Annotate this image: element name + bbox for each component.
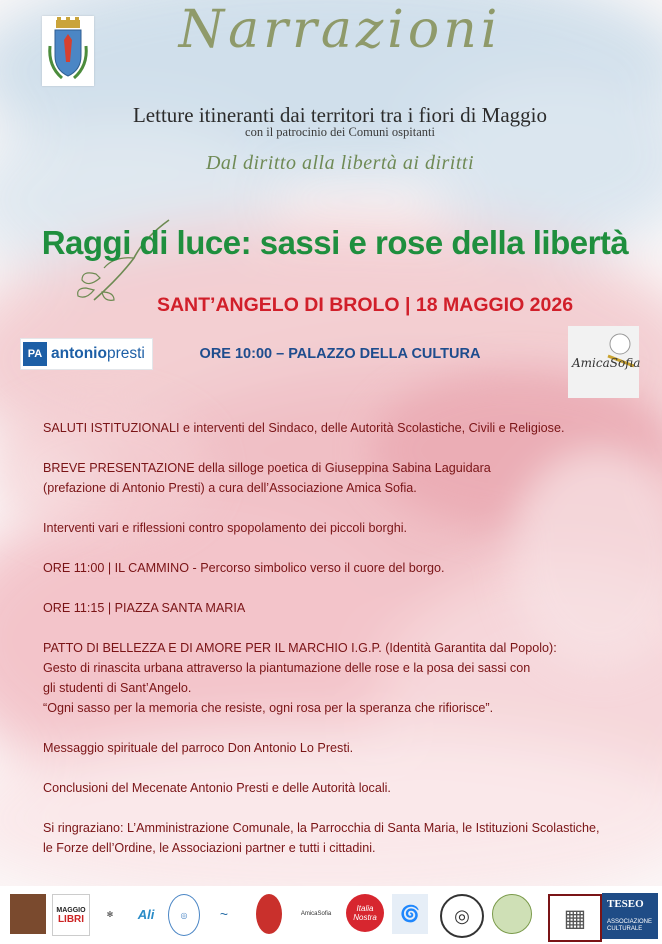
maggio-libri-line2: LIBRI: [57, 914, 85, 925]
partner-logo-10: 🌀: [392, 894, 428, 934]
italia-nostra-logo: Italia Nostra: [346, 894, 384, 932]
program-spacer: [43, 498, 643, 518]
program-line: ORE 11:00 | IL CAMMINO - Percorso simbolico verso il cuore del borgo.: [43, 561, 445, 575]
program-line: gli studenti di Sant’Angelo.: [43, 681, 192, 695]
program-line: Conclusioni del Mecenate Antonio Presti e delle Autorità locali.: [43, 781, 391, 795]
program-line: (prefazione di Antonio Presti) a cura dell’Associazione Amica Sofia.: [43, 481, 417, 495]
event-title: Raggi di luce: sassi e rose della libertà: [41, 224, 629, 261]
series-subtitle: Letture itineranti dai territori tra i fiori di Maggio: [132, 103, 548, 127]
amica-sofia-logo: [568, 326, 639, 398]
amica-sofia-caption: AmicaSofia: [572, 356, 641, 370]
event-place-date: SANT’ANGELO DI BROLO | 18 MAGGIO 2026: [156, 294, 574, 316]
program-line: Gesto di rinascita urbana attraverso la piantumazione delle rose e la posa dei sassi con: [43, 661, 531, 675]
municipal-crest-logo: [42, 16, 94, 86]
program-line: PATTO DI BELLEZZA E DI AMORE PER IL MARCHIO I.G.P. (Identità Garantita dal Popolo):: [43, 641, 557, 655]
program-spacer: [43, 438, 643, 458]
antonio-presti-wordmark: antoniopresti: [51, 345, 145, 362]
partner-logo-1: [10, 894, 46, 934]
amica-sofia-small-logo: AmicaSofia: [300, 910, 332, 917]
maggio-libri-logo: [52, 894, 90, 936]
partner-logo-3: ✻: [106, 909, 114, 919]
program-line: le Forze dell’Ordine, le Associazioni partner e tutti i cittadini.: [43, 841, 376, 855]
program-line: Interventi vari e riflessioni contro spopolamento dei piccoli borghi.: [43, 521, 408, 535]
program-line: BREVE PRESENTAZIONE della silloge poetica di Giuseppina Sabina Laguidara: [43, 461, 491, 475]
program-spacer: [43, 618, 643, 638]
program-line: “Ogni sasso per la memoria che resiste, ogni rosa per la speranza che rifiorisce”.: [43, 701, 494, 715]
labyrinth-logo: ◎: [440, 894, 484, 938]
series-tagline: Dal diritto alla libertà ai diritti: [205, 152, 475, 174]
maggio-libri-line1: MAGGIO: [56, 907, 86, 914]
program-line: SALUTI ISTITUZIONALI e interventi del Sindaco, delle Autorità Scolastiche, Civili e Religiose.: [43, 421, 565, 435]
antonio-presti-mark: PA: [23, 342, 47, 366]
program-line: Messaggio spirituale del parroco Don Antonio Lo Presti.: [43, 741, 354, 755]
program-line: Si ringraziano: L’Amministrazione Comunale, la Parrocchia di Santa Maria, le Istituzioni Scolastiche,: [43, 821, 600, 835]
partner-logo-12: [492, 894, 532, 934]
teseo-labyrinth-logo: ▦: [548, 894, 602, 942]
program-list: [43, 418, 643, 858]
program-spacer: [43, 798, 643, 818]
teseo-subtitle: ASSOCIAZIONE CULTURALE: [607, 919, 653, 932]
program-spacer: [43, 578, 643, 598]
patronage-note: con il patrocinio dei Comuni ospitanti: [245, 125, 435, 139]
filo-memoria-logo: [256, 894, 282, 934]
partner-logo-5: ◎: [168, 894, 200, 936]
program-line: ORE 11:15 | PIAZZA SANTA MARIA: [43, 601, 246, 615]
teseo-logo: [602, 893, 658, 939]
ali-logo: Ali: [137, 906, 155, 922]
program-spacer: [43, 718, 643, 738]
event-time-place: ORE 10:00 – PALAZZO DELLA CULTURA: [199, 346, 481, 362]
series-script-title: Narrazioni: [178, 0, 502, 60]
antonio-presti-logo: [20, 338, 153, 370]
partner-logo-6: ~: [219, 905, 229, 922]
teseo-name: TESEO: [607, 898, 644, 910]
program-spacer: [43, 758, 643, 778]
program-spacer: [43, 538, 643, 558]
